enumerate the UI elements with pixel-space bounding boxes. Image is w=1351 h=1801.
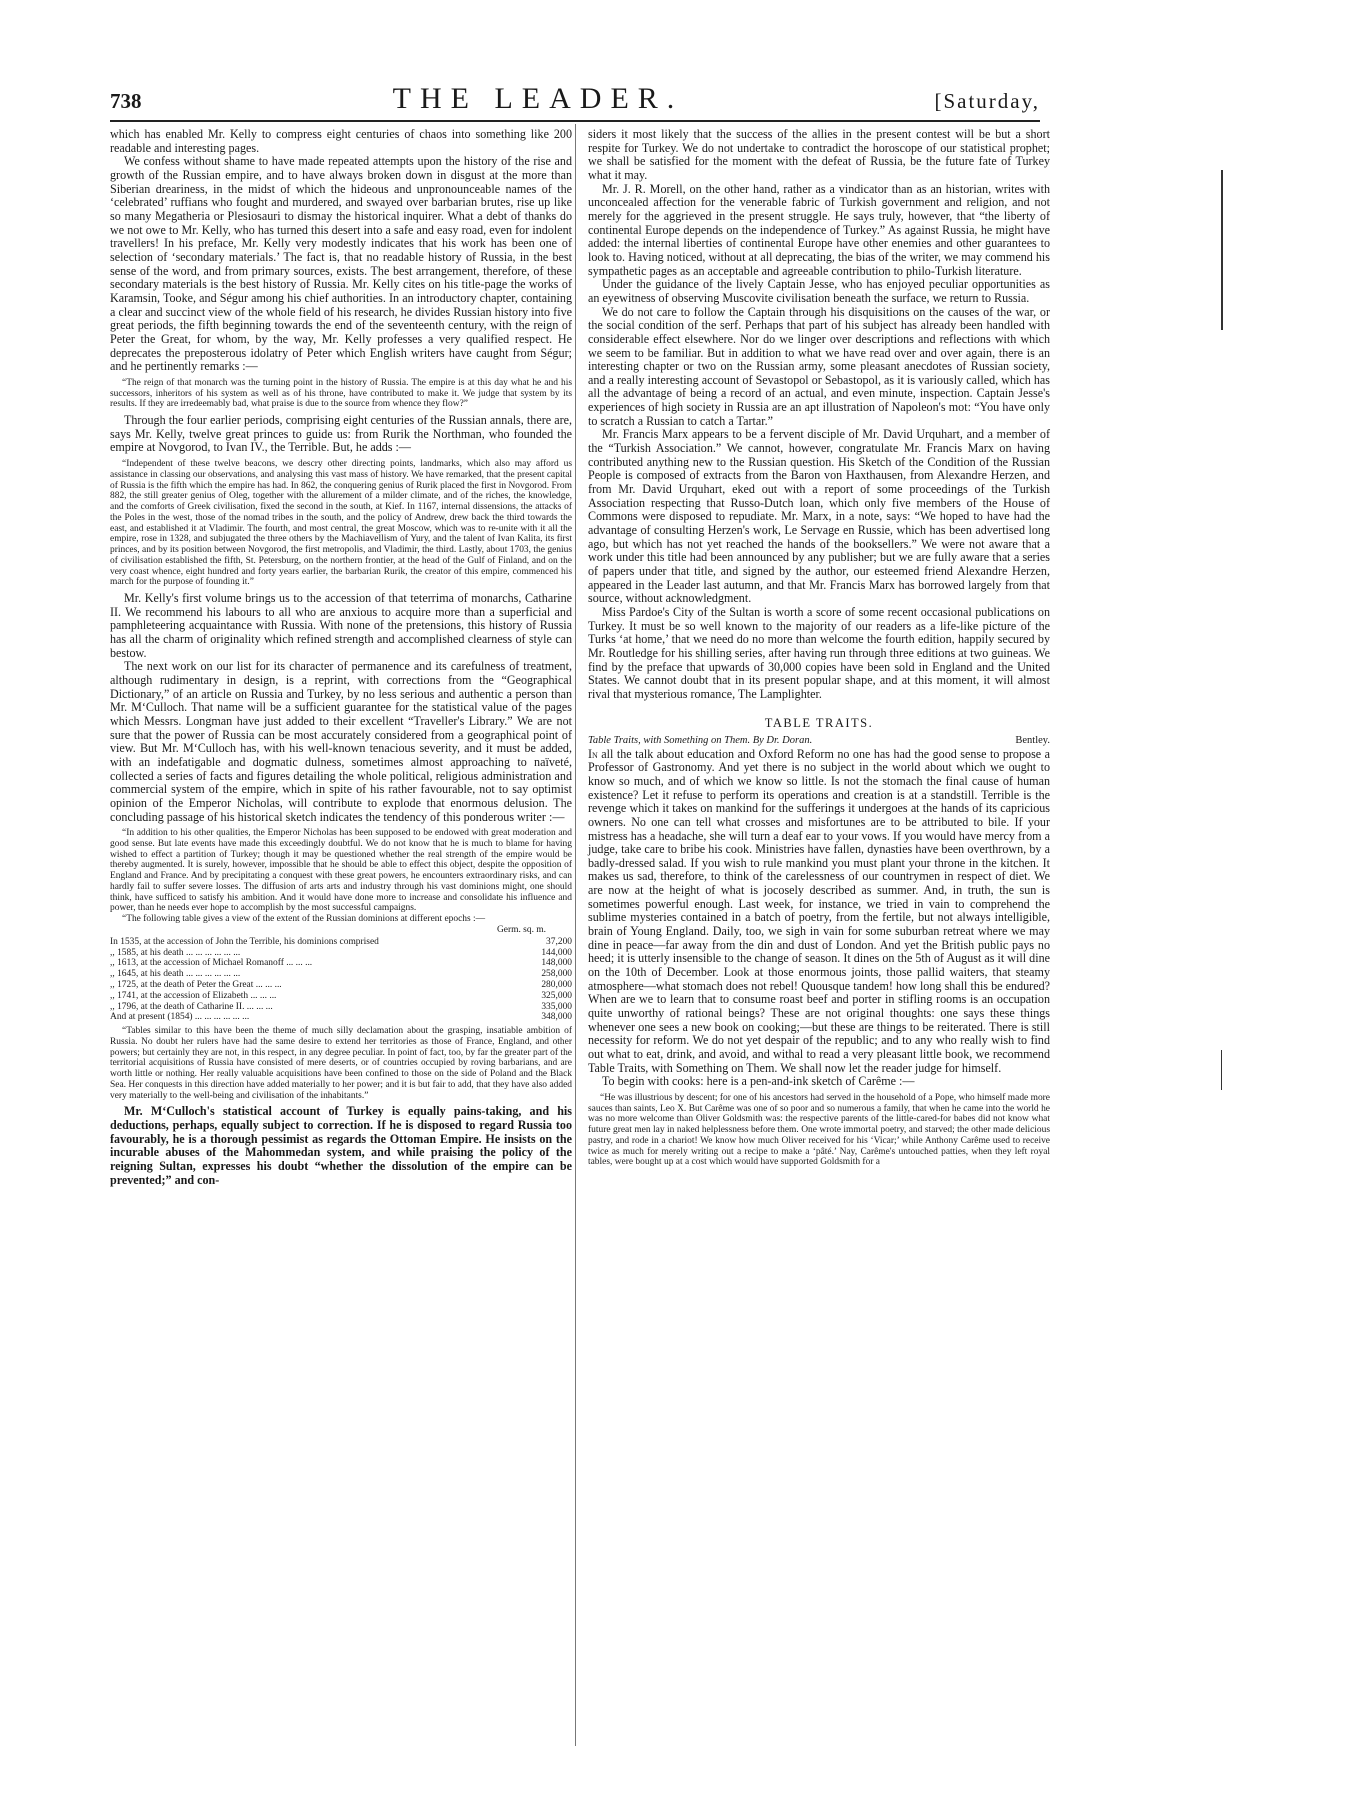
- table-cell-area: 348,000: [541, 1012, 572, 1023]
- quote-text: “The following table gives a view of the extent of the Russian dominions at different epochs :—: [122, 914, 486, 925]
- block-quote: [110, 459, 572, 588]
- table-row: [110, 969, 572, 980]
- paragraph: which has enabled Mr. Kelly to compress eight centuries of chaos into something like 200 readable and interesting pages.: [110, 127, 572, 155]
- table-cell-epoch: ,, 1585, at his death ... ... ... ... ... ...: [110, 947, 241, 958]
- table-unit-header: Germ. sq. m.: [496, 924, 546, 935]
- table-cell-area: 280,000: [541, 979, 572, 990]
- paragraph: We confess without shame to have made repeated attempts upon the history of the rise and growth of the Russian empire, and to have always broken down in disgust at the more than Siberian dreariness, in the midst of which the hideous and unpronounceable names of the ‘celebrated’ ruffians who fought and murdered, and swayed over barbarian brutes, rise up like so many Megatheria or Plesiosauri to dismay the historical inquirer. What a debt of thanks do we not owe to Mr. Kelly, who has turned this desert into a safe and easy road, even for indolent travellers! In his preface, Mr. Kelly very modestly indicates that his work has been one of selection of ‘secondary materials.’ The fact is, that no readable history of Russia, in the best sense of the word, and from primary sources, exists. The best arrangement, therefore, of these secondary materials is the best history of Russia. Mr. Kelly cites on his title-page the works of Karamsin, Tooke, and Ségur among his chief authorities. In an introductory chapter, containing a clear and succinct view of the whole field of his research, he divides Russian history into five great periods, the fifth beginning towards the end of the seventeenth century, with the reign of Peter the Great, for whom, by the way, Mr. Kelly professes a very qualified respect. He deprecates the preposterous idolatry of Peter which English writers have caught from Ségur; and he pertinently remarks :—: [110, 154, 572, 374]
- table-row: [110, 958, 572, 969]
- dominions-table: [110, 937, 572, 1023]
- paragraph: Mr. Kelly's first volume brings us to the accession of that teterrima of monarchs, Catharine II. We recommend his labours to all who are anxious to acquire more than a superficial and pamphleteering acquaintance with Russia. With none of the pretensions, this history of Russia has all the charm of originality which refined strength and accomplished clearness of style can bestow.: [110, 591, 572, 660]
- publisher: Bentley.: [1015, 734, 1050, 746]
- masthead-rule: [110, 120, 1040, 122]
- newspaper-title: THE LEADER.: [392, 82, 684, 115]
- paragraph: [588, 748, 1050, 1076]
- table-cell-epoch: In 1535, at the accession of John the Terrible, his dominions comprised: [110, 936, 379, 947]
- table-cell-area: 325,000: [541, 990, 572, 1001]
- paragraph: Mr. Francis Marx appears to be a fervent disciple of Mr. David Urquhart, and a member of the “Turkish Association.” We cannot, however, congratulate Mr. Francis Marx on having contributed anything new to the Russian question. His Sketch of the Condition of the Russian People is composed of extracts from the Baron von Haxthausen, from Alexandre Herzen, and from Mr. David Urquhart, eked out with a report of some proceedings of the Turkish Association respecting that Russo-Dutch loan, which only five members of the House of Commons were disposed to repudiate. Mr. Marx, in a note, says: “We hoped to have had the advantage of consulting Herzen's work, Le Servage en Russie, which has been advertised long ago, but which has not yet reached the hands of the booksellers.” We were not aware that a work under this title had been announced by any publisher; but we are fully aware that a series of papers under that title, and signed by the author, our esteemed friend Alexandre Herzen, appeared in the Leader last autumn, and that Mr. Francis Marx has borrowed largely from that source, without acknowledgment.: [588, 427, 1050, 606]
- block-quote: [110, 378, 572, 410]
- table-row: [110, 948, 572, 959]
- section-title: TABLE TRAITS.: [764, 715, 874, 730]
- table-row: [110, 937, 572, 948]
- quote-text: “The reign of that monarch was the turning point in the history of Russia. The empire is at this day what he and his successors, inheritors of his system as well as of his throne, have contributed to make it. We judge that system by its results. If they are irredeemably bad, what praise is due to the source from whence they flow?”: [110, 377, 572, 410]
- column-divider: [575, 124, 576, 1746]
- binding-mark: [1221, 170, 1223, 330]
- table-cell-area: 258,000: [541, 969, 572, 980]
- table-cell-epoch: ,, 1613, at the accession of Michael Romanoff ... ... ...: [110, 958, 313, 969]
- paragraph: Miss Pardoe's City of the Sultan is worth a score of some recent occasional publications on Turkey. It must be so well known to the majority of our readers as a life-like picture of the Turks ‘at home,’ that we need do no more than welcome the fourth edition, happily secured by Mr. Routledge for his shilling series, after having run through three editions at two guineas. We find by the preface that upwards of 30,000 copies have been sold in England and the United States. We cannot doubt that in its present popular shape, and at this moment, it will almost rival that mysterious romance, The Lamplighter.: [588, 604, 1050, 701]
- issue-day: [Saturday,: [934, 89, 1040, 113]
- paragraph: To begin with cooks: here is a pen-and-ink sketch of Carême :—: [602, 1074, 915, 1089]
- left-column: [110, 128, 572, 1187]
- quote-text: “Independent of these twelve beacons, we descry other directing points, landmarks, which also may afford us assistance in classing our observations, and analysing this vast mass of history. We have remarked, that the present capital of Russia is the fifth which the empire has had. In 862, the conquering genius of Rurik placed the first in Novgorod. From 882, the still greater genius of Oleg, together with the allurement of a milder climate, and of the riches, the knowledge, and the comforts of Greek civilisation, fixed the second in the south, at Kief. In 1167, internal dissensions, the attacks of the Poles in the west, those of the nomad tribes in the south, and the policy of Andrew, drew back the third towards the east, and established it at Vladimir. The fourth, and most central, the great Moscow, which was to re-unite with it all the empire, rose in 1328, and subjugated the three others by the Machiavellism of Yury, and the talent of Ivan Kalita, its first princes, and by its position between Novgorod, the first metropolis, and Vladimir, the third. Lastly, about 1703, the genius of civilisation established the fifth, St. Petersburg, on the northern frontier, at the head of the Gulf of Finland, and on the very coast whence, eight hundred and forty years earlier, the barbarian Rurik, the creator of this empire, commenced his march for the purpose of founding it.”: [110, 459, 572, 588]
- table-row: [110, 1002, 572, 1013]
- page-number: 738: [110, 89, 142, 113]
- table-cell-epoch: ,, 1741, at the accession of Elizabeth ... ... ...: [110, 990, 277, 1001]
- masthead: [110, 82, 1040, 122]
- quote-text: “In addition to his other qualities, the Emperor Nicholas has been supposed to be endowed with great moderation and good sense. But late events have made this exceedingly doubtful. We do not know that he is much to blame for having wished to effect a partition of Turkey; though it may be questioned whether the real strength of the empire would be thereby augmented. It is surely, however, impossible that he should be able to effect this object, despite the opposition of England and France. And by precipitating a conquest with these great powers, he encounters extraordinary risks, and can hardly fail to suffer severe losses. The diffusion of arts arts and industry through his vast dominions might, one should think, have sufficed to satisfy his ambition. And it would have done more to increase and consolidate his influence and power, than he needs ever hope to accomplish by the most successful campaigns.: [110, 828, 572, 914]
- book-title: Table Traits, with Something on Them. By Dr. Doran.: [588, 734, 813, 746]
- paragraph: siders it most likely that the success of the allies in the present contest will be but a short respite for Turkey. We do not undertake to contradict the horoscope of our statistical prophet; we shall be satisfied for the moment with the defeat of Russia, be the future fate of Turkey what it may.: [588, 127, 1050, 182]
- quote-text: “Tables similar to this have been the theme of much silly declamation about the grasping, insatiable ambition of Russia. No doubt her rulers have had the same desire to extend her territories as those of France, England, and other powers; but certainly they are not, in this respect, in any degree peculiar. In point of fact, too, by far the greater part of the territorial acquisitions of Russia have consisted of mere deserts, or of countries occupied by roving barbarians, and are worth little or nothing. Her really valuable acquisitions have been confined to those on the side of Poland and the Black Sea. Her conquests in this direction have added materially to her power; and it is but fair to add, that they have also added very materially to the well-being and civilisation of the inhabitants.”: [110, 1026, 572, 1101]
- lead-in-word: In: [588, 746, 598, 761]
- quote-text: “He was illustrious by descent; for one of his ancestors had served in the household of a Pope, who himself made more sauces than saints, Leo X. But Carême was one of so poor and so numerous a family, that when he came into the world he was no more welcome than Oliver Goldsmith was: the respective parents of the little-cared-for babes did not know what future great men lay in naked helplessness before them. One wrote immortal poetry, and starved; the other made delicious pastry, and rode in a chariot! We know how much Oliver received for his ‘Vicar;’ while Anthony Carême used to receive twice as much for merely writing out a recipe to make a ‘pâté.’ Nay, Carême's untouched patties, when they left royal tables, were bought up at a cost which would have supported Goldsmith for a: [588, 1092, 1050, 1168]
- table-cell-area: 37,200: [546, 936, 572, 947]
- table-cell-epoch: ,, 1725, at the death of Peter the Great ... ... ...: [110, 979, 282, 990]
- right-column: [588, 128, 1050, 1172]
- block-quote: [588, 1093, 1050, 1168]
- paragraph: Mr. M‘Culloch's statistical account of Turkey is equally pains-taking, and his deductions, perhaps, equally subject to correction. If he is disposed to regard Russia too favourably, he is a thorough pessimist as regards the Ottoman Empire. He insists on the incurable abuses of the Mahommedan system, and while praising the policy of the reigning Sultan, expresses his doubt “whether the dissolution of the empire can be prevented;” and con-: [110, 1104, 572, 1187]
- table-row: [110, 991, 572, 1002]
- table-cell-epoch: ,, 1796, at the death of Catharine II. ... ... ...: [110, 1001, 273, 1012]
- table-cell-epoch: And at present (1854) ... ... ... ... ... ...: [110, 1012, 250, 1023]
- table-cell-area: 148,000: [541, 958, 572, 969]
- binding-mark: [1221, 1050, 1222, 1090]
- paragraph: We do not care to follow the Captain through his disquisitions on the causes of the war, or the social condition of the serf. Perhaps that part of his subject has already been handled with considerable effect elsewhere. Nor do we linger over descriptions and reflections with which we seem to be familiar. But in addition to what we have read over and over again, there is an interesting chapter or two on the Russian army, some pleasant anecdotes of Russian society, and a really interesting account of Sevastopol or Sebastopol, as it is variously called, which has all the advantage of being a record of an actual, and even minute, inspection. Captain Jesse's experiences of high society in Russia are an apt illustration of Napoleon's mot: “You have only to scratch a Russian to catch a Tartar.”: [588, 304, 1050, 428]
- block-quote: [110, 828, 572, 1101]
- table-cell-area: 144,000: [541, 947, 572, 958]
- book-byline: [588, 735, 1050, 747]
- table-row: [110, 980, 572, 991]
- paragraph: Mr. J. R. Morell, on the other hand, rather as a vindicator than as an historian, writes with unconcealed affection for the venerable fabric of Turkish government and religion, and not merely for the aggrieved in the present struggle. He says truly, however, that “the liberty of continental Europe depends on the independence of Turkey.” As against Russia, he might have added: the internal liberties of continental Europe have other enemies and other guarantees to look to. Having noticed, without at all deprecating, the bias of the writer, we may commend his sympathetic pages as an acceptable and agreeable contribution to philo-Turkish literature.: [588, 181, 1050, 278]
- paragraph: Under the guidance of the lively Captain Jesse, who has enjoyed peculiar opportunities as an eyewitness of observing Muscovite civilisation beneath the surface, we return to Russia.: [588, 277, 1050, 305]
- paragraph: The next work on our list for its character of permanence and its carefulness of treatment, although rudimentary in design, is a reprint, with corrections from the “Geographical Dictionary,” of an article on Russia and Turkey, by no less serious and authentic a person than Mr. M‘Culloch. That name will be a sufficient guarantee for the statistical value of the pages which Messrs. Longman have just added to their excellent “Traveller's Library.” We are not sure that the power of Russia can be most accurately considered from a geographical point of view. But Mr. M‘Culloch has, with his well-known tenacious severity, and it must be added, with an indefatigable and dogmatic dulness, sometimes almost approaching to naïveté, collected a series of facts and figures detailing the whole political, religious administration and commercial system of the empire, which in spite of his rather favourable, not to say optimist opinion of the Emperor Nicholas, will contribute to explode that enormous delusion. The concluding passage of his historical sketch indicates the tendency of this ponderous writer :—: [110, 659, 572, 824]
- paragraph-text: all the talk about education and Oxford Reform no one has had the good sense to propose a Professor of Gastronomy. And yet there is no subject in the world about which we ought to know so much, and of which we know so little. Is not the stomach the final cause of human existence? Let it refuse to perform its operations and creation is at a standstill. Terrible is the revenge which it takes on mankind for the sufferings it undergoes at the hands of its capricious owners. No one can tell what crosses and misfortunes are to be attributed to bile. If your mistress has a headache, she will turn a deaf ear to your vows. If you would have mercy from a judge, take care to bribe his cook. Ministries have fallen, dynasties have been overthrown, by a badly-dressed salad. If you wish to rule mankind you must plant your throne in the kitchen. It makes us sad, therefore, to think of the carelessness of our countrymen in respect of diet. We are now at the height of what is jocosely described as summer. And, in truth, the sun is sometimes powerful enough. Last week, for instance, we tried in vain to comprehend the sublime mysteries contained in a batch of poetry, from the fertile, but not always intelligible, brain of Young England. Daily, too, we sigh in vain for some suburban retreat where we may dine in peace—far away from the din and dust of London. And yet the British public pays no heed; it is utterly insensible to the change of season. It dines on the 5th of August as it will dine on the 10th of December. Look at those enormous joints, those pallid waiters, that steamy atmosphere—what stomach does not rebel! Quousque tandem! how long shall this be endured? When are we to learn that to consume roast beef and porter in stifling rooms is an occupation quite unworthy of rational beings? These are not original thoughts: one says these things whenever one sees a new book on cooking;—but these are things to be reiterated. There is still necessity for reform. We do not yet despair of the republic; and to any who really wish to find out what to eat, drink, and avoid, and withal to read a very pleasant little book, we recommend Table Traits, with Something on Them. We shall now let the reader judge for himself.: [588, 746, 1050, 1075]
- table-cell-area: 335,000: [541, 1001, 572, 1012]
- table-cell-epoch: ,, 1645, at his death ... ... ... ... ... ...: [110, 969, 241, 980]
- paragraph: Through the four earlier periods, comprising eight centuries of the Russian annals, there are, says Mr. Kelly, twelve great princes to guide us: from Rurik the Northman, who founded the empire at Novgorod, to Ivan IV., the Terrible. But, he adds :—: [110, 413, 572, 455]
- table-row: [110, 1012, 572, 1023]
